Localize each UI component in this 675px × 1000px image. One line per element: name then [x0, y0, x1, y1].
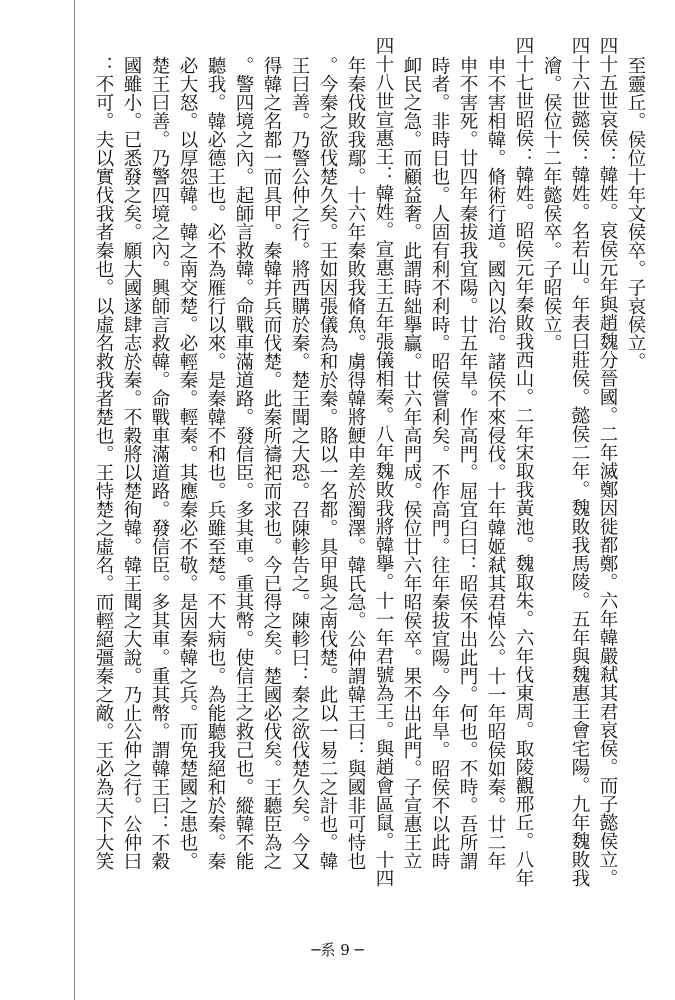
text-column: ：不可。夫以實伐我者秦也。以虛名救我者楚也。王恃楚之虛名。而輕絕彊秦之敵。王必為天下大笑 — [93, 56, 114, 870]
page-margin-line — [74, 0, 75, 1000]
text-column: 。警四境之內。起師言救韓。命戰車滿道路。發信臣。多其車。重其幣。使信王之救己也。縱韓不能 — [233, 56, 254, 870]
text-column: 聽我。韓必德王也。必不為雁行以來。是秦韓不和也。兵雖至楚。不大病也。為能聽我絕和於秦。秦 — [205, 56, 226, 870]
text-column: 卹民之急。而顧益奢。此謂時絀擧贏。廿六年高門成。侯位廿六年昭侯卒。果不出此門。子宣惠王立 — [401, 56, 422, 870]
text-column: 四十八世宣惠王：韓姓。宣惠王五年張儀相秦。八年魏敗我將韓擧。十一年君號為王。與趙會區鼠。十四 — [373, 36, 394, 887]
text-column: 。今秦之欲伐楚久矣。王如因張儀為和於秦。賂以一名都。具甲與之南伐楚。此以一易二之計也。韓 — [317, 56, 338, 870]
page-number: ─系 9 ─ — [311, 941, 364, 959]
text-column: 四十五世哀侯：韓姓。哀侯元年與趙魏分晉國。二年滅鄭因徙都鄭。六年韓嚴弒其君哀侯。而子懿侯立。 — [597, 36, 618, 887]
text-column: 年秦伐敗我鄢。十六年秦敗我脩魚。虜得韓將鯁申差於濁澤。韓氏急。公仲謂韓王曰：與國非可恃也 — [345, 56, 366, 870]
text-column: 王曰善。乃警公仲之行。將西購於秦。楚王聞之大恐。召陳軫告之。陳軫曰：秦之欲伐楚久矣。今又 — [289, 56, 310, 870]
vertical-text-block — [89, 36, 649, 936]
text-column: 必大怒。以厚怨韓。韓之南交楚。必輕秦。輕秦。其應秦必不敬。是因秦韓之兵。而免楚國之患也。 — [177, 56, 198, 870]
text-column: 申不害死。廿四年秦拔我宜陽。廿五年旱。作高門。屈宜臼曰：昭侯不出此門。何也。不時。吾所謂 — [457, 56, 478, 870]
text-column: 楚王曰善。乃警四境之內。興師言救韓。命戰車滿道路。發信臣。多其車。重其幣。謂韓王曰：不穀 — [149, 56, 170, 870]
text-column: 澮。侯位十二年懿侯卒。子昭侯立。 — [541, 56, 562, 352]
text-column: 申不害相韓。脩術行道。國內以治。諸侯不來侵伐。十年韓姬弒其君悼公。十一年昭侯如秦。廿二年 — [485, 56, 506, 870]
text-column: 四十六世懿侯：韓姓。名若山。年表曰莊侯。懿侯二年。魏敗我馬陵。五年與魏惠王會宅陽。九年魏敗我 — [569, 36, 590, 887]
text-column: 得韓之名都一而具甲。秦韓并兵而伐楚。此秦所禱祀而求也。今已得之矣。楚國必伐矣。王聽臣為之 — [261, 56, 282, 870]
text-column: 時者。非時日也。人固有利不利時。昭侯嘗利矣。不作高門。往年秦拔宜陽。今年旱。昭侯不以此時 — [429, 56, 450, 870]
text-column: 至靈丘。侯位十年文侯卒。子哀侯立。 — [625, 56, 646, 371]
text-column: 四十七世昭侯：韓姓。昭侯元年秦敗我西山。二年宋取我黃池。魏取朱。六年伐東周。取陵觀邢丘。八年 — [513, 36, 534, 887]
text-column: 國雖小。已悉發之矣。願大國遂肆志於秦。不穀將以楚徇韓。韓王聞之大說。乃止公仲之行。公仲曰 — [121, 56, 142, 870]
